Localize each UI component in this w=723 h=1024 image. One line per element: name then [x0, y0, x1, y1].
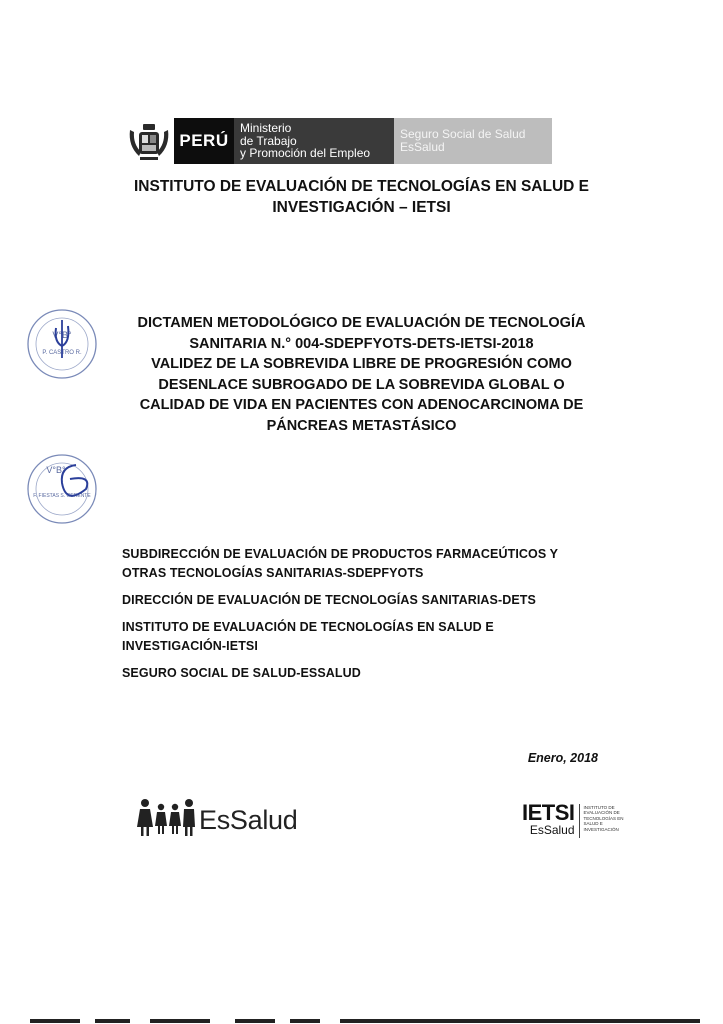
ietsi-divider: [579, 804, 580, 838]
svg-text:P. CASTRO R.: P. CASTRO R.: [42, 350, 82, 356]
document-title: DICTAMEN METODOLÓGICO DE EVALUACIÓN DE TECNOLOGÍA SANITARIA N.° 004-SDEPFYOTS-DETS-IETSI-2018 VALIDEZ DE LA SOBREVIDA LIBRE DE PROGRESIÓN COMO DESENLACE SUBROGADO DE LA SOBREVIDA GLOBAL O CALIDAD DE VIDA EN PACIENTES CON ADENOCARCINOMA DE PÁNCREAS METASTÁSICO: [137, 315, 586, 434]
scan-edge-divider: [0, 1019, 723, 1024]
ietsi-logo-word: IETSI: [522, 800, 575, 825]
svg-text:V°B°: V°B°: [46, 465, 66, 475]
peru-coat-of-arms-icon: [124, 118, 174, 164]
ietsi-logo: [522, 802, 626, 838]
ietsi-logo-sub: EsSalud: [529, 823, 575, 837]
document-date: Enero, 2018: [527, 751, 598, 765]
essalud-logo: [137, 797, 297, 837]
ministry-label: Ministerio de Trabajo y Promoción del Empleo: [234, 118, 394, 164]
svg-text:V°B°: V°B°: [52, 330, 72, 340]
peru-label: PERÚ: [174, 118, 234, 164]
office-item: SEGURO SOCIAL DE SALUD-ESSALUD: [122, 666, 361, 680]
approval-stamp: [26, 453, 98, 525]
offices-list: [122, 545, 602, 691]
office-item: SUBDIRECCIÓN DE EVALUACIÓN DE PRODUCTOS FARMACEÚTICOS Y OTRAS TECNOLOGÍAS SANITARIAS-SDEPFYOTS: [122, 547, 559, 580]
approval-stamp: [26, 308, 98, 380]
essalud-logo-text: EsSalud: [199, 805, 298, 835]
family-figures-icon: [137, 797, 197, 837]
agency-label: Seguro Social de Salud EsSalud: [394, 118, 552, 164]
office-item: DIRECCIÓN DE EVALUACIÓN DE TECNOLOGÍAS SANITARIAS-DETS: [122, 593, 536, 607]
institute-title: INSTITUTO DE EVALUACIÓN DE TECNOLOGÍAS EN SALUD E INVESTIGACIÓN – IETSI: [134, 178, 589, 216]
svg-text:F. FIESTAS S. GERENTE: F. FIESTAS S. GERENTE: [33, 493, 91, 499]
office-item: INSTITUTO DE EVALUACIÓN DE TECNOLOGÍAS EN SALUD E INVESTIGACIÓN-IETSI: [122, 620, 494, 653]
ietsi-logo-caption: INSTITUTO DE EVALUACIÓN DE TECNOLOGÍAS EN SALUD E INVESTIGACIÓN: [583, 805, 624, 832]
government-logo-band: [124, 118, 552, 164]
